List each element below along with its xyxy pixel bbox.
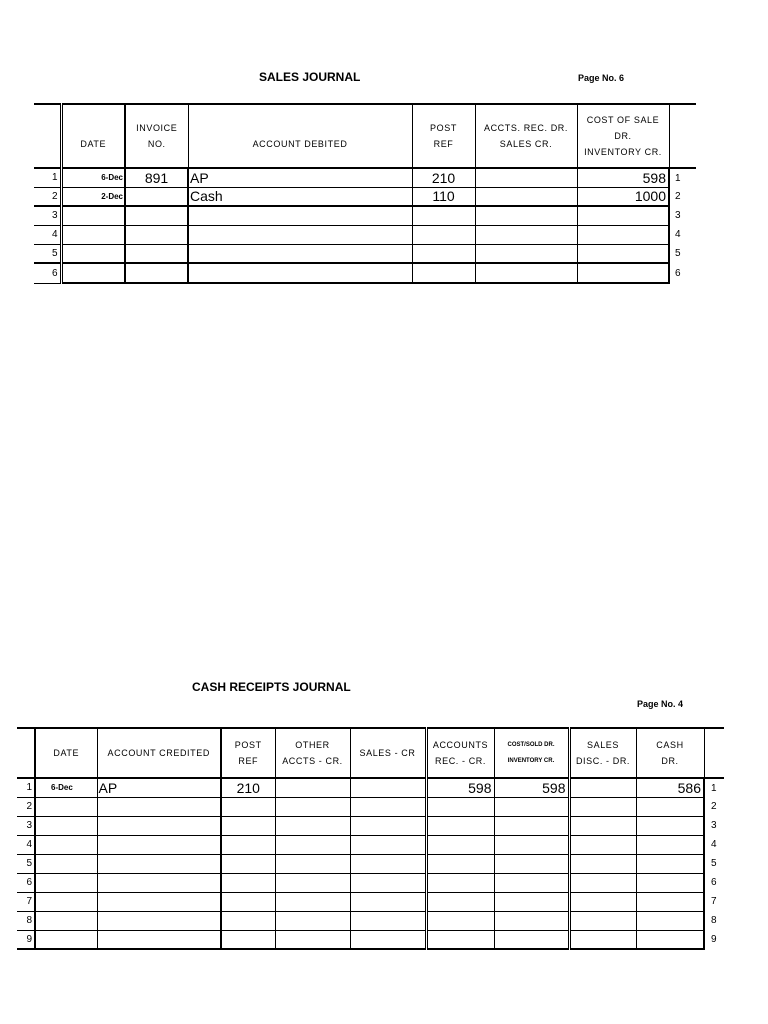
sales-cr-cell bbox=[350, 930, 426, 949]
post-ref-cell bbox=[221, 892, 275, 911]
post-ref-cell: 210 bbox=[412, 168, 475, 187]
right-row-number: 7 bbox=[704, 892, 724, 911]
cost-of-sale-cell: 598 bbox=[577, 168, 669, 187]
date-cell bbox=[35, 911, 97, 930]
table-row bbox=[34, 168, 696, 187]
sales-journal-page-no: Page No. 6 bbox=[578, 73, 625, 83]
accounts-rec-cell bbox=[426, 892, 494, 911]
sales-cr-cell bbox=[350, 911, 426, 930]
accts-rec-header: ACCTS. REC. DR. SALES CR. bbox=[475, 104, 577, 168]
account-debited-header: ACCOUNT DEBITED bbox=[188, 104, 412, 168]
date-cell bbox=[35, 835, 97, 854]
cost-sold-cell: 598 bbox=[494, 778, 569, 797]
right-row-number: 6 bbox=[704, 873, 724, 892]
row-number: 3 bbox=[34, 206, 61, 225]
account-debited-cell bbox=[188, 244, 412, 263]
cash-receipts-header-row bbox=[17, 728, 724, 778]
right-row-number: 3 bbox=[704, 816, 724, 835]
date-cell bbox=[35, 797, 97, 816]
account-credited-cell bbox=[97, 797, 221, 816]
cash-dr-header: CASH DR. bbox=[636, 728, 704, 778]
table-row bbox=[17, 930, 724, 949]
cost-sold-cell bbox=[494, 911, 569, 930]
sales-disc-cell bbox=[569, 854, 636, 873]
post-ref-cell bbox=[221, 816, 275, 835]
post-ref-cell bbox=[221, 873, 275, 892]
accounts-rec-cell bbox=[426, 854, 494, 873]
cost-sold-cell bbox=[494, 873, 569, 892]
cost-sold-cell bbox=[494, 835, 569, 854]
account-debited-cell bbox=[188, 225, 412, 244]
sales-disc-cell bbox=[569, 816, 636, 835]
date-cell bbox=[61, 225, 125, 244]
sales-disc-cell bbox=[569, 797, 636, 816]
other-accts-cell bbox=[275, 835, 350, 854]
invoice-no-cell: 891 bbox=[125, 168, 188, 187]
table-row bbox=[17, 854, 724, 873]
other-accts-cell bbox=[275, 816, 350, 835]
post-ref-cell bbox=[221, 797, 275, 816]
sales-cr-cell bbox=[350, 873, 426, 892]
date-cell bbox=[35, 816, 97, 835]
cash-dr-cell bbox=[636, 854, 704, 873]
right-row-number-header bbox=[704, 728, 724, 778]
row-number: 5 bbox=[34, 244, 61, 263]
account-credited-cell bbox=[97, 835, 221, 854]
right-row-number: 5 bbox=[669, 244, 696, 263]
sales-cr-cell bbox=[350, 816, 426, 835]
invoice-no-cell bbox=[125, 187, 188, 206]
table-row bbox=[17, 892, 724, 911]
date-cell bbox=[61, 263, 125, 283]
account-credited-cell bbox=[97, 911, 221, 930]
account-debited-cell: Cash bbox=[188, 187, 412, 206]
row-number: 9 bbox=[17, 930, 35, 949]
invoice-no-header: INVOICE NO. bbox=[125, 104, 188, 168]
row-number: 4 bbox=[17, 835, 35, 854]
sales-disc-cell bbox=[569, 911, 636, 930]
post-ref-cell bbox=[221, 854, 275, 873]
cost-sold-cell bbox=[494, 892, 569, 911]
cash-receipts-journal-title: CASH RECEIPTS JOURNAL bbox=[192, 680, 351, 694]
sales-journal-title: SALES JOURNAL bbox=[259, 70, 361, 84]
accounts-rec-cell bbox=[426, 873, 494, 892]
accounts-rec-cell: 598 bbox=[426, 778, 494, 797]
other-accts-cell bbox=[275, 797, 350, 816]
accts-rec-cell bbox=[475, 206, 577, 225]
accounts-rec-cell bbox=[426, 816, 494, 835]
right-row-number: 2 bbox=[669, 187, 696, 206]
date-cell bbox=[61, 244, 125, 263]
post-ref-cell bbox=[412, 244, 475, 263]
sales-cr-cell bbox=[350, 892, 426, 911]
accounts-rec-cell bbox=[426, 835, 494, 854]
row-number: 8 bbox=[17, 911, 35, 930]
row-number: 6 bbox=[34, 263, 61, 283]
accts-rec-cell bbox=[475, 225, 577, 244]
cash-dr-cell bbox=[636, 835, 704, 854]
row-number: 1 bbox=[34, 168, 61, 187]
invoice-no-cell bbox=[125, 263, 188, 283]
cost-sold-cell bbox=[494, 854, 569, 873]
table-row bbox=[34, 187, 696, 206]
right-row-number: 9 bbox=[704, 930, 724, 949]
right-row-number-header bbox=[669, 104, 696, 168]
cost-sold-cell bbox=[494, 930, 569, 949]
other-accts-cell bbox=[275, 778, 350, 797]
sales-cr-cell bbox=[350, 797, 426, 816]
sales-disc-cell bbox=[569, 930, 636, 949]
invoice-no-cell bbox=[125, 206, 188, 225]
post-ref-header: POST REF bbox=[221, 728, 275, 778]
cost-of-sale-cell bbox=[577, 263, 669, 283]
post-ref-cell: 110 bbox=[412, 187, 475, 206]
cost-of-sale-cell bbox=[577, 225, 669, 244]
row-number: 6 bbox=[17, 873, 35, 892]
accts-rec-cell bbox=[475, 244, 577, 263]
date-cell bbox=[35, 930, 97, 949]
date-cell: 2-Dec bbox=[61, 187, 125, 206]
table-row bbox=[17, 873, 724, 892]
sales-disc-cell bbox=[569, 835, 636, 854]
cost-of-sale-cell bbox=[577, 206, 669, 225]
date-cell bbox=[61, 206, 125, 225]
accounts-rec-header: ACCOUNTS REC. - CR. bbox=[426, 728, 494, 778]
account-credited-header: ACCOUNT CREDITED bbox=[97, 728, 221, 778]
table-row bbox=[34, 225, 696, 244]
account-credited-cell bbox=[97, 873, 221, 892]
other-accts-cell bbox=[275, 873, 350, 892]
sales-cr-cell bbox=[350, 854, 426, 873]
date-header: DATE bbox=[61, 104, 125, 168]
table-row bbox=[17, 778, 724, 797]
cash-receipts-journal-table bbox=[17, 727, 724, 950]
accts-rec-cell bbox=[475, 168, 577, 187]
date-cell bbox=[35, 854, 97, 873]
accounts-rec-cell bbox=[426, 911, 494, 930]
right-row-number: 6 bbox=[669, 263, 696, 283]
post-ref-cell bbox=[221, 930, 275, 949]
cost-sold-cell bbox=[494, 816, 569, 835]
right-row-number: 1 bbox=[704, 778, 724, 797]
post-ref-header: POST REF bbox=[412, 104, 475, 168]
sales-disc-header: SALES DISC. - DR. bbox=[569, 728, 636, 778]
post-ref-cell bbox=[412, 206, 475, 225]
sales-disc-cell bbox=[569, 778, 636, 797]
date-cell: 6-Dec bbox=[61, 168, 125, 187]
other-accts-cell bbox=[275, 930, 350, 949]
other-accts-cell bbox=[275, 911, 350, 930]
other-accts-cell bbox=[275, 892, 350, 911]
post-ref-cell bbox=[221, 835, 275, 854]
right-row-number: 5 bbox=[704, 854, 724, 873]
accts-rec-cell bbox=[475, 187, 577, 206]
sales-cr-cell bbox=[350, 778, 426, 797]
row-number: 2 bbox=[34, 187, 61, 206]
invoice-no-cell bbox=[125, 244, 188, 263]
account-credited-cell bbox=[97, 816, 221, 835]
cost-of-sale-cell bbox=[577, 244, 669, 263]
account-credited-cell: AP bbox=[97, 778, 221, 797]
account-credited-cell bbox=[97, 854, 221, 873]
table-row bbox=[34, 244, 696, 263]
sales-cr-cell bbox=[350, 835, 426, 854]
table-row bbox=[17, 816, 724, 835]
account-debited-cell bbox=[188, 206, 412, 225]
cash-dr-cell bbox=[636, 797, 704, 816]
post-ref-cell bbox=[412, 263, 475, 283]
cost-of-sale-cell: 1000 bbox=[577, 187, 669, 206]
right-row-number: 8 bbox=[704, 911, 724, 930]
right-row-number: 4 bbox=[704, 835, 724, 854]
table-row bbox=[34, 263, 696, 283]
accts-rec-cell bbox=[475, 263, 577, 283]
account-debited-cell: AP bbox=[188, 168, 412, 187]
cash-dr-cell bbox=[636, 873, 704, 892]
cash-receipts-journal-page-no: Page No. 4 bbox=[637, 699, 684, 709]
row-number-header bbox=[34, 104, 61, 168]
table-row bbox=[17, 835, 724, 854]
right-row-number: 1 bbox=[669, 168, 696, 187]
cost-of-sale-header: COST OF SALE DR. INVENTORY CR. bbox=[577, 104, 669, 168]
right-row-number: 3 bbox=[669, 206, 696, 225]
table-row bbox=[34, 206, 696, 225]
row-number: 5 bbox=[17, 854, 35, 873]
cash-dr-cell bbox=[636, 930, 704, 949]
invoice-no-cell bbox=[125, 225, 188, 244]
table-row bbox=[17, 797, 724, 816]
table-row bbox=[17, 911, 724, 930]
cost-sold-cell bbox=[494, 797, 569, 816]
sales-disc-cell bbox=[569, 873, 636, 892]
sales-journal-header-row bbox=[34, 104, 696, 168]
cash-dr-cell bbox=[636, 892, 704, 911]
row-number: 1 bbox=[17, 778, 35, 797]
row-number: 4 bbox=[34, 225, 61, 244]
row-number: 2 bbox=[17, 797, 35, 816]
row-number: 7 bbox=[17, 892, 35, 911]
date-cell bbox=[35, 892, 97, 911]
other-accts-header: OTHER ACCTS - CR. bbox=[275, 728, 350, 778]
right-row-number: 2 bbox=[704, 797, 724, 816]
date-cell: 6-Dec bbox=[35, 778, 97, 797]
account-credited-cell bbox=[97, 892, 221, 911]
cost-sold-header: COST/SOLD DR. INVENTORY CR. bbox=[494, 728, 569, 778]
sales-disc-cell bbox=[569, 892, 636, 911]
post-ref-cell: 210 bbox=[221, 778, 275, 797]
sales-cr-header: SALES - CR bbox=[350, 728, 426, 778]
account-credited-cell bbox=[97, 930, 221, 949]
account-debited-cell bbox=[188, 263, 412, 283]
sales-journal-table bbox=[34, 103, 696, 284]
accounts-rec-cell bbox=[426, 930, 494, 949]
row-number: 3 bbox=[17, 816, 35, 835]
cash-dr-cell bbox=[636, 911, 704, 930]
post-ref-cell bbox=[221, 911, 275, 930]
row-number-header bbox=[17, 728, 35, 778]
date-cell bbox=[35, 873, 97, 892]
post-ref-cell bbox=[412, 225, 475, 244]
date-header: DATE bbox=[35, 728, 97, 778]
other-accts-cell bbox=[275, 854, 350, 873]
right-row-number: 4 bbox=[669, 225, 696, 244]
cash-dr-cell bbox=[636, 816, 704, 835]
accounts-rec-cell bbox=[426, 797, 494, 816]
cash-dr-cell: 586 bbox=[636, 778, 704, 797]
